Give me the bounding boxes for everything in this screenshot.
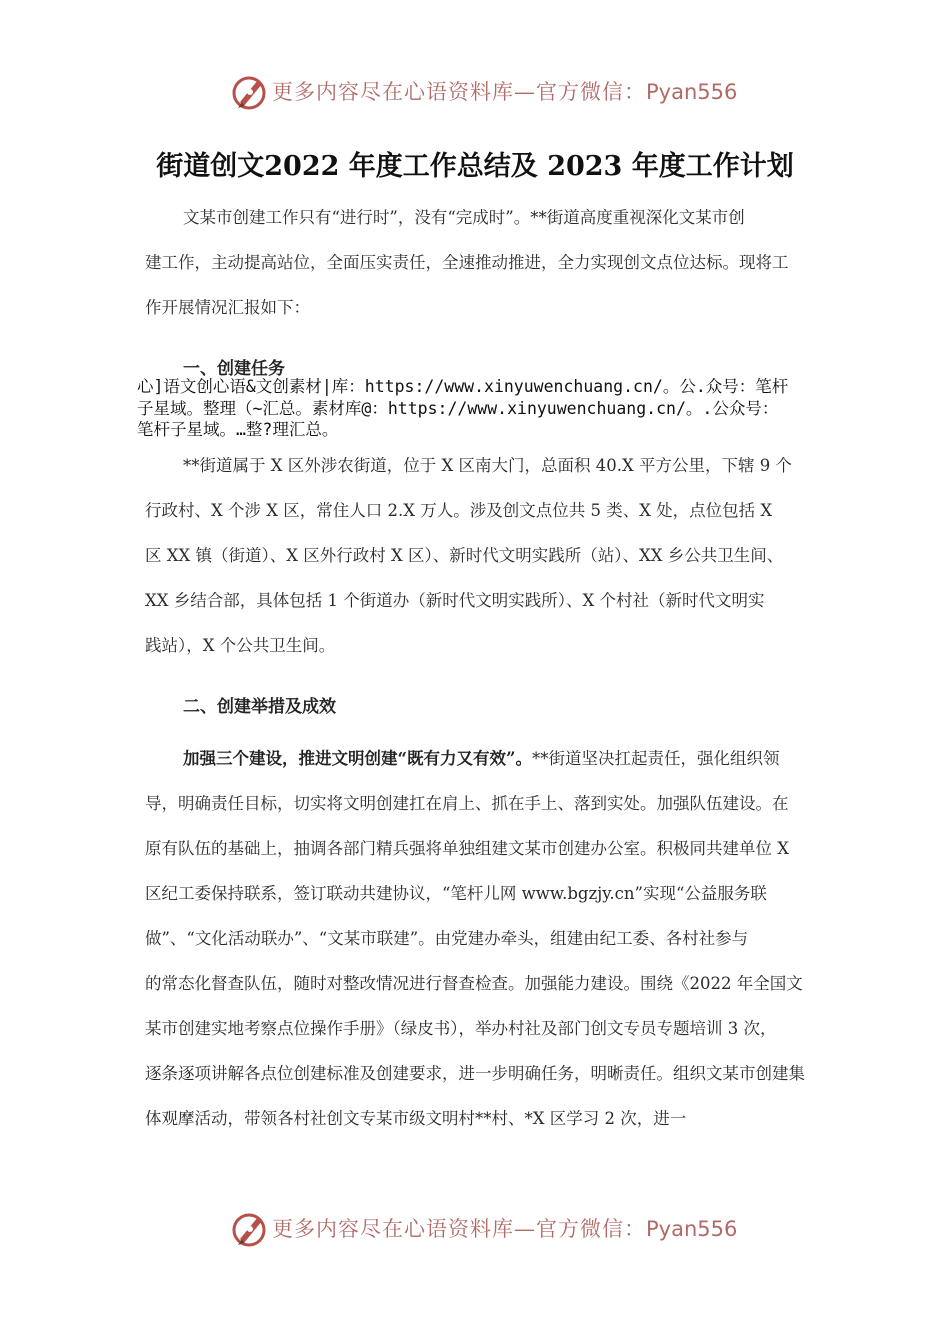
- section2-first-line-rest: **街道坚决扛起责任，强化组织领: [531, 749, 780, 768]
- pen-nib-logo-icon: [232, 72, 268, 112]
- section1-line: 区 XX 镇（街道）、X 区外行政村 X 区）、新时代文明实践所（站）、XX 乡公共卫生间、: [145, 546, 784, 565]
- section2-paragraph: [145, 736, 815, 1141]
- section1-paragraph: [145, 443, 815, 668]
- section2-line: 导，明确责任目标，切实将文明创建扛在肩上、抓在手上、落到实处。加强队伍建设。在: [145, 794, 789, 813]
- noise-line: 笔杆子星域。…整?理汇总。: [137, 420, 339, 439]
- section2-lead-bold: 加强三个建设，推进文明创建“既有力又有效”。: [183, 749, 532, 768]
- header-banner: [0, 68, 950, 118]
- section2-line: 体观摩活动，带领各村社创文专某市级文明村**村、*X 区学习 2 次，进一: [145, 1109, 687, 1128]
- intro-line: 文某市创建工作只有“进行时”，没有“完成时”。**街道高度重视深化文某市创: [183, 208, 745, 227]
- pen-nib-logo-icon: [232, 1209, 268, 1249]
- banner-wechat-id: Pyan556: [646, 80, 738, 104]
- banner-wechat-id: Pyan556: [646, 1217, 738, 1241]
- section2-first-line: [145, 736, 815, 781]
- section2-line: 原有队伍的基础上，抽调各部门精兵强将单独组建文某市创建办公室。积极同共建单位 X: [145, 839, 789, 858]
- section1-line: **街道属于 X 区外涉农街道，位于 X 区南大门，总面积 40.X 平方公里，下辖 9 个: [183, 456, 792, 475]
- document-title: 街道创文2022 年度工作总结及 2023 年度工作计划: [156, 151, 794, 182]
- banner-text: [272, 1213, 737, 1243]
- section1-line: 践站），X 个公共卫生间。: [145, 636, 336, 655]
- section2-line: 区纪工委保持联系，签订联动共建协议，“笔杆儿网 www.bgzjy.cn”实现“公益服务联: [145, 884, 767, 903]
- section1-line: XX 乡结合部，具体包括 1 个街道办（新时代文明实践所）、X 个村社（新时代文明实: [145, 591, 765, 610]
- banner-text: [272, 76, 737, 106]
- noise-line: 子星域。整理（~汇总。素材库@：https://www.xinyuwenchuang.cn/。.公众号：: [137, 398, 779, 418]
- section2-line: 逐条逐项讲解各点位创建标准及创建要求，进一步明确任务，明晰责任。组织文某市创建集: [145, 1064, 805, 1083]
- intro-line: 建工作，主动提高站位，全面压实责任，全速推动推进，全力实现创文点位达标。现将工: [145, 253, 789, 272]
- watermark-noise-text: [137, 376, 837, 441]
- section2-line: 某市创建实地考察点位操作手册》（绿皮书），举办村社及部门创文专员专题培训 3 次，: [145, 1019, 777, 1038]
- section2-heading: 二、创建举措及成效: [183, 697, 336, 717]
- section1-line: 行政村、X 个涉 X 区，常住人口 2.X 万人。涉及创文点位共 5 类、X 处，点位包括 X: [145, 501, 773, 520]
- footer-banner: [0, 1205, 950, 1255]
- noise-line: 心]语文创心语&文创素材|库：https://www.xinyuwenchuang.cn/。公.众号：笔杆: [137, 377, 789, 396]
- banner-label: 更多内容尽在心语资料库—官方微信：: [272, 1217, 646, 1241]
- section2-line: 做”、“文化活动联办”、“文某市联建”。由党建办牵头，组建由纪工委、各村社参与: [145, 929, 749, 948]
- section2-line: 的常态化督查队伍，随时对整改情况进行督查检查。加强能力建设。围绕《2022 年全国文: [145, 974, 803, 993]
- banner-label: 更多内容尽在心语资料库—官方微信：: [272, 80, 646, 104]
- section1-heading: 一、创建任务: [183, 359, 285, 379]
- intro-line: 作开展情况汇报如下：: [145, 298, 310, 317]
- intro-paragraph: [145, 195, 815, 330]
